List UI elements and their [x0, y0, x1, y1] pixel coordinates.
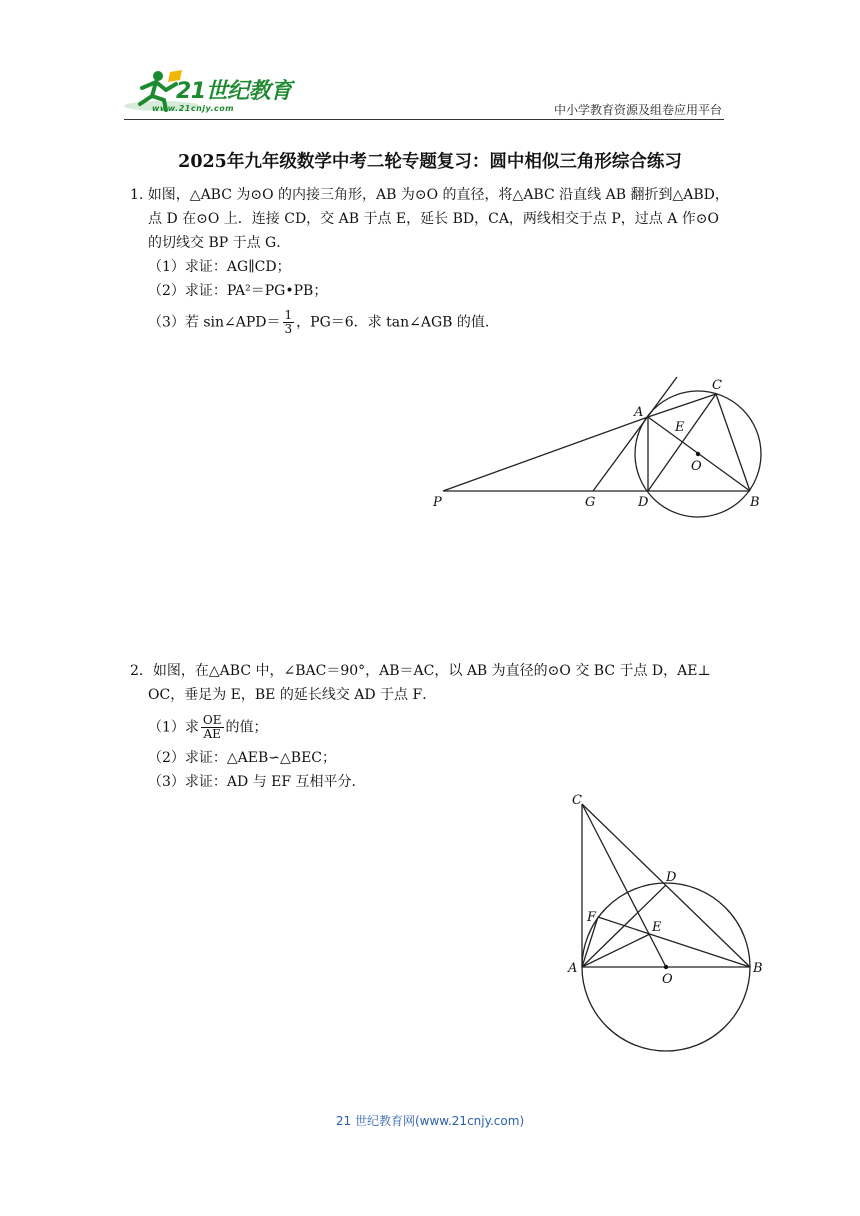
q2-text-line-2: OC，垂足为 E，BE 的延长线交 AD 于点 F．: [148, 687, 437, 703]
document-title: 2025年九年级数学中考二轮专题复习：圆中相似三角形综合练习: [178, 152, 682, 172]
q1-sub3-prefix: （3）若 sin∠APD＝: [148, 314, 281, 331]
q1-label-e: E: [675, 420, 685, 435]
q1-label-o: O: [691, 459, 702, 474]
q1-line-cd: [648, 394, 716, 491]
q2-label-b: B: [753, 961, 763, 976]
q1-tangent-line: [593, 377, 677, 491]
q1-label-a: A: [634, 405, 644, 420]
q2-line-co: [582, 804, 666, 967]
q2-label-o: O: [662, 972, 673, 987]
q1-label-p: P: [433, 495, 442, 510]
q2-label-f: F: [587, 910, 597, 925]
q2-sub1-suffix: 的值；: [225, 719, 268, 736]
q2-line-fb: [598, 917, 750, 967]
q1-label-d: D: [638, 495, 649, 510]
q1-sub3-suffix: ，PG＝6．求 tan∠AGB 的值．: [296, 314, 499, 331]
q2-center-dot: [664, 965, 668, 969]
q2-subquestion-1: [148, 714, 268, 741]
q2-line-ae: [582, 934, 650, 967]
q2-subquestion-3: （3）求证：AD 与 EF 互相平分．: [148, 774, 366, 790]
fraction-numerator: 1: [284, 308, 293, 322]
q1-text-line-2: 点 D 在⊙O 上．连接 CD，交 AB 于点 E，延长 BD，CA，两线相交于点 P，过点 A 作⊙O: [148, 211, 720, 227]
q1-label-b: B: [750, 495, 760, 510]
fraction-numerator: OE: [202, 713, 222, 727]
q1-subquestion-2: （2）求证：PA²＝PG•PB；: [148, 283, 328, 299]
q1-label-c: C: [712, 378, 722, 393]
q1-subquestion-1: （1）求证：AG∥CD；: [148, 259, 291, 275]
q2-label-c: C: [572, 793, 582, 808]
q1-line-pa: [443, 417, 648, 491]
page-footer[interactable]: 21 世纪教育网(www.21cnjy.com): [335, 1114, 525, 1128]
q2-label-e: E: [652, 920, 662, 935]
q1-center-dot: [696, 452, 700, 456]
q1-text-line-3: 的切线交 BP 于点 G．: [148, 235, 291, 251]
logo-url: www.21cnjy.com: [152, 104, 235, 113]
fraction-denominator: AE: [203, 727, 221, 741]
q2-sub1-prefix: （1）求: [148, 719, 199, 736]
q2-label-d: D: [666, 870, 677, 885]
q1-label-g: G: [585, 495, 596, 510]
q2-text-line-1: 2．如图，在△ABC 中，∠BAC＝90°，AB＝AC，以 AB 为直径的⊙O 交 BC 于点 D，AE⊥: [130, 663, 711, 679]
q2-sub1-fraction: [201, 714, 224, 741]
fraction-denominator: 3: [284, 322, 293, 336]
q2-subquestion-2: （2）求证：△AEB∽△BEC；: [148, 750, 337, 766]
q1-text-line-1: 1. 如图，△ABC 为⊙O 的内接三角形，AB 为⊙O 的直径，将△ABC 沿直线 AB 翻折到△ABD，: [130, 187, 729, 203]
logo-text: 21世纪教育: [176, 79, 292, 104]
platform-tagline: 中小学教育资源及组卷应用平台: [553, 103, 722, 117]
q2-label-a: A: [568, 961, 578, 976]
q1-line-cb: [716, 394, 750, 491]
